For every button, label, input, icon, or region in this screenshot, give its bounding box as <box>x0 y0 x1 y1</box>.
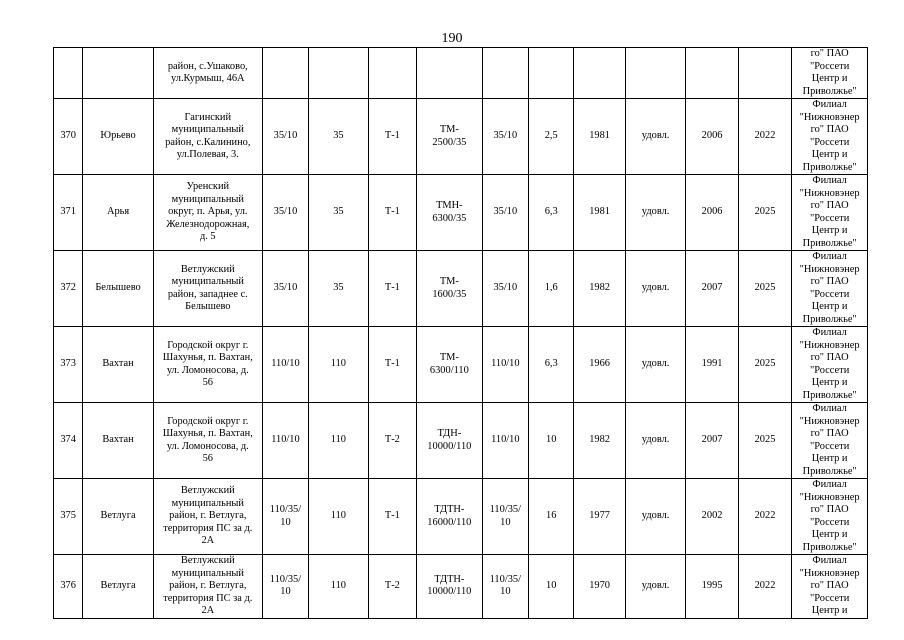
cell-tvolt: 35/10 <box>482 251 528 327</box>
address-line: Ветлужский <box>180 263 235 275</box>
cell-y1: 1995 <box>686 555 738 619</box>
owner-line: "Россети <box>809 592 850 604</box>
cell-year: 1982 <box>574 403 625 479</box>
address-line: Железнодорожная, <box>166 218 250 230</box>
address-line: Шахунья, п. Вахтан, <box>162 352 253 363</box>
cell-address <box>153 251 262 327</box>
owner-line: Центр и <box>811 149 848 160</box>
owner-line: "Россети <box>809 136 850 148</box>
address-line: территория ПС за д. <box>163 522 253 534</box>
owner-line: Приволжье" <box>802 85 857 97</box>
table-row <box>54 251 868 327</box>
owner-line: го" ПАО <box>810 504 849 515</box>
table-row <box>54 175 868 251</box>
cell-y2: 2025 <box>738 175 791 251</box>
address-line: муниципальный <box>171 193 244 205</box>
table-row <box>54 48 868 99</box>
cell-tnum <box>368 48 416 99</box>
cell-y2: 2025 <box>738 251 791 327</box>
cell-num: 376 <box>54 555 83 619</box>
cell-kv: 35 <box>309 99 369 175</box>
address-line: муниципальный <box>171 124 244 135</box>
cell-tvolt: 110/10 <box>482 327 528 403</box>
address-line: д. 5 <box>199 231 216 243</box>
cell-address <box>153 327 262 403</box>
cell-kv: 110 <box>309 403 369 479</box>
cell-voltage: 110/35/ 10 <box>262 555 308 619</box>
cell-year: 1981 <box>574 175 625 251</box>
cell-voltage: 110/10 <box>262 327 308 403</box>
cell-owner <box>792 48 868 99</box>
cell-type <box>417 48 483 99</box>
cell-y2: 2022 <box>738 555 791 619</box>
cell-power: 6,3 <box>529 327 574 403</box>
cell-kv: 110 <box>309 555 369 619</box>
owner-line: го" ПАО <box>810 124 849 135</box>
cell-tnum: Т-1 <box>368 479 416 555</box>
address-line: район, с.Ушаково, <box>167 60 248 72</box>
cell-address <box>153 479 262 555</box>
owner-line: "Россети <box>809 288 850 300</box>
cell-voltage <box>262 48 308 99</box>
cell-y1: 2002 <box>686 479 738 555</box>
table-row <box>54 99 868 175</box>
owner-line: "Нижновэнер <box>799 187 860 199</box>
owner-line: Филиал <box>812 479 847 490</box>
cell-name <box>83 48 154 99</box>
cell-address <box>153 48 262 99</box>
address-line: муниципальный <box>171 567 244 579</box>
cell-voltage: 110/10 <box>262 403 308 479</box>
table-row <box>54 403 868 479</box>
owner-line: Приволжье" <box>802 465 857 477</box>
cell-name: Вахтан <box>83 403 154 479</box>
cell-state: удовл. <box>625 251 686 327</box>
cell-address <box>153 175 262 251</box>
owner-line: Филиал <box>812 99 847 110</box>
cell-tnum: Т-2 <box>368 555 416 619</box>
address-line: 56 <box>202 453 213 464</box>
owner-line: Центр и <box>811 529 848 540</box>
owner-line: Филиал <box>812 251 847 262</box>
owner-line: го" ПАО <box>810 276 849 287</box>
owner-line: Центр и <box>811 605 848 616</box>
cell-power <box>529 48 574 99</box>
cell-state: удовл. <box>625 479 686 555</box>
cell-owner <box>792 479 868 555</box>
owner-line: го" ПАО <box>810 580 849 591</box>
owner-line: Филиал <box>812 327 847 338</box>
cell-power: 2,5 <box>529 99 574 175</box>
cell-name: Арья <box>83 175 154 251</box>
cell-y1: 2007 <box>686 251 738 327</box>
owner-line: Приволжье" <box>802 161 857 173</box>
cell-owner <box>792 99 868 175</box>
cell-year: 1981 <box>574 99 625 175</box>
cell-y2: 2025 <box>738 327 791 403</box>
owner-line: Приволжье" <box>802 389 857 401</box>
address-line: ул.Полевая, 3. <box>176 149 239 160</box>
cell-y1: 2006 <box>686 175 738 251</box>
cell-y1: 2006 <box>686 99 738 175</box>
cell-owner <box>792 251 868 327</box>
owner-line: Центр и <box>811 225 848 236</box>
cell-type: ТМН- 6300/35 <box>417 175 483 251</box>
address-line: Городской округ г. <box>167 415 249 427</box>
owner-line: Филиал <box>812 555 847 566</box>
cell-y1: 1991 <box>686 327 738 403</box>
page-number: 190 <box>441 31 463 46</box>
address-line: район, с.Калинино, <box>165 136 251 148</box>
cell-y2: 2025 <box>738 403 791 479</box>
owner-line: Филиал <box>812 403 847 414</box>
cell-state: удовл. <box>625 555 686 619</box>
address-line: территория ПС за д. <box>163 592 253 604</box>
owner-line: "Россети <box>809 440 850 452</box>
owner-line: "Россети <box>809 516 850 528</box>
cell-owner <box>792 175 868 251</box>
owner-line: "Нижновэнер <box>799 263 860 275</box>
cell-tnum: Т-1 <box>368 99 416 175</box>
address-line: Уренский <box>186 181 230 193</box>
owner-line: го" ПАО <box>810 200 849 211</box>
address-line: Ветлужский <box>180 485 235 497</box>
cell-voltage: 35/10 <box>262 99 308 175</box>
cell-name: Белышево <box>83 251 154 327</box>
cell-owner <box>792 403 868 479</box>
cell-num: 372 <box>54 251 83 327</box>
cell-power: 1,6 <box>529 251 574 327</box>
table-row <box>54 555 868 619</box>
address-line: район, западнее с. <box>167 288 248 300</box>
owner-line: Центр и <box>811 453 848 464</box>
cell-state: удовл. <box>625 99 686 175</box>
cell-power: 16 <box>529 479 574 555</box>
address-line: Ветлужский <box>180 555 235 566</box>
owner-line: "Нижновэнер <box>799 339 860 351</box>
cell-power: 10 <box>529 403 574 479</box>
cell-y2: 2022 <box>738 99 791 175</box>
address-line: район, г. Ветлуга, <box>169 580 247 591</box>
table-body <box>54 48 868 619</box>
cell-tvolt: 35/10 <box>482 175 528 251</box>
address-line: муниципальный <box>171 276 244 287</box>
cell-num: 370 <box>54 99 83 175</box>
owner-line: го" ПАО <box>810 352 849 363</box>
table-row <box>54 327 868 403</box>
address-line: ул. Ломоносова, д. <box>166 440 249 452</box>
owner-line: го" ПАО <box>810 48 849 59</box>
cell-tvolt: 110/35/ 10 <box>482 479 528 555</box>
cell-y1 <box>686 48 738 99</box>
cell-power: 6,3 <box>529 175 574 251</box>
cell-year <box>574 48 625 99</box>
cell-type: ТМ- 6300/110 <box>417 327 483 403</box>
owner-line: "Россети <box>809 212 850 224</box>
owner-line: "Нижновэнер <box>799 491 860 503</box>
address-line: округ, п. Арья, ул. <box>168 206 248 218</box>
cell-state: удовл. <box>625 327 686 403</box>
cell-state: удовл. <box>625 403 686 479</box>
cell-tnum: Т-1 <box>368 175 416 251</box>
owner-line: Филиал <box>812 175 847 186</box>
cell-type: ТДТН- 10000/110 <box>417 555 483 619</box>
cell-tvolt: 110/35/ 10 <box>482 555 528 619</box>
cell-year: 1977 <box>574 479 625 555</box>
cell-state <box>625 48 686 99</box>
cell-kv <box>309 48 369 99</box>
address-line: 56 <box>202 377 213 388</box>
cell-address <box>153 99 262 175</box>
cell-num: 371 <box>54 175 83 251</box>
cell-name: Ветлуга <box>83 479 154 555</box>
cell-kv: 35 <box>309 251 369 327</box>
cell-name: Вахтан <box>83 327 154 403</box>
address-line: муниципальный <box>171 497 244 509</box>
owner-line: "Нижновэнер <box>799 415 860 427</box>
cell-owner <box>792 327 868 403</box>
cell-voltage: 35/10 <box>262 251 308 327</box>
cell-address <box>153 403 262 479</box>
cell-kv: 110 <box>309 327 369 403</box>
owner-line: Приволжье" <box>802 313 857 325</box>
cell-state: удовл. <box>625 175 686 251</box>
cell-address <box>153 555 262 619</box>
address-line: 2А <box>201 535 215 547</box>
cell-voltage: 110/35/ 10 <box>262 479 308 555</box>
address-line: Городской округ г. <box>167 339 249 351</box>
cell-y2: 2022 <box>738 479 791 555</box>
owner-line: "Россети <box>809 60 850 72</box>
cell-tnum: Т-1 <box>368 251 416 327</box>
cell-tvolt: 110/10 <box>482 403 528 479</box>
cell-name: Юрьево <box>83 99 154 175</box>
table-row <box>54 479 868 555</box>
cell-tnum: Т-1 <box>368 327 416 403</box>
cell-type: ТДТН- 16000/110 <box>417 479 483 555</box>
cell-name: Ветлуга <box>83 555 154 619</box>
cell-tvolt: 35/10 <box>482 99 528 175</box>
cell-year: 1970 <box>574 555 625 619</box>
cell-y1: 2007 <box>686 403 738 479</box>
owner-line: Центр и <box>811 73 848 84</box>
cell-kv: 35 <box>309 175 369 251</box>
address-line: район, г. Ветлуга, <box>169 510 247 522</box>
address-line: 2А <box>201 605 215 616</box>
cell-power: 10 <box>529 555 574 619</box>
address-line: Шахунья, п. Вахтан, <box>162 428 253 439</box>
owner-line: го" ПАО <box>810 428 849 439</box>
owner-line: "Нижновэнер <box>799 567 860 579</box>
cell-tnum: Т-2 <box>368 403 416 479</box>
owner-line: "Нижновэнер <box>799 111 860 123</box>
address-line: Гагинский <box>184 111 232 123</box>
cell-type: ТМ- 1600/35 <box>417 251 483 327</box>
cell-tvolt <box>482 48 528 99</box>
address-line: ул. Ломоносова, д. <box>166 364 249 376</box>
cell-year: 1982 <box>574 251 625 327</box>
cell-num: 374 <box>54 403 83 479</box>
owner-line: Центр и <box>811 301 848 312</box>
cell-year: 1966 <box>574 327 625 403</box>
owner-line: "Россети <box>809 364 850 376</box>
cell-y2 <box>738 48 791 99</box>
cell-type: ТДН- 10000/110 <box>417 403 483 479</box>
cell-kv: 110 <box>309 479 369 555</box>
cell-num: 375 <box>54 479 83 555</box>
address-line: ул.Курмыш, 46А <box>171 73 245 84</box>
cell-num <box>54 48 83 99</box>
owner-line: Приволжье" <box>802 541 857 553</box>
cell-num: 373 <box>54 327 83 403</box>
cell-voltage: 35/10 <box>262 175 308 251</box>
cell-type: ТМ- 2500/35 <box>417 99 483 175</box>
owner-line: Приволжье" <box>802 237 857 249</box>
owner-line: Центр и <box>811 377 848 388</box>
cell-owner <box>792 555 868 619</box>
address-line: Белышево <box>185 301 231 312</box>
substations-table <box>53 47 868 619</box>
